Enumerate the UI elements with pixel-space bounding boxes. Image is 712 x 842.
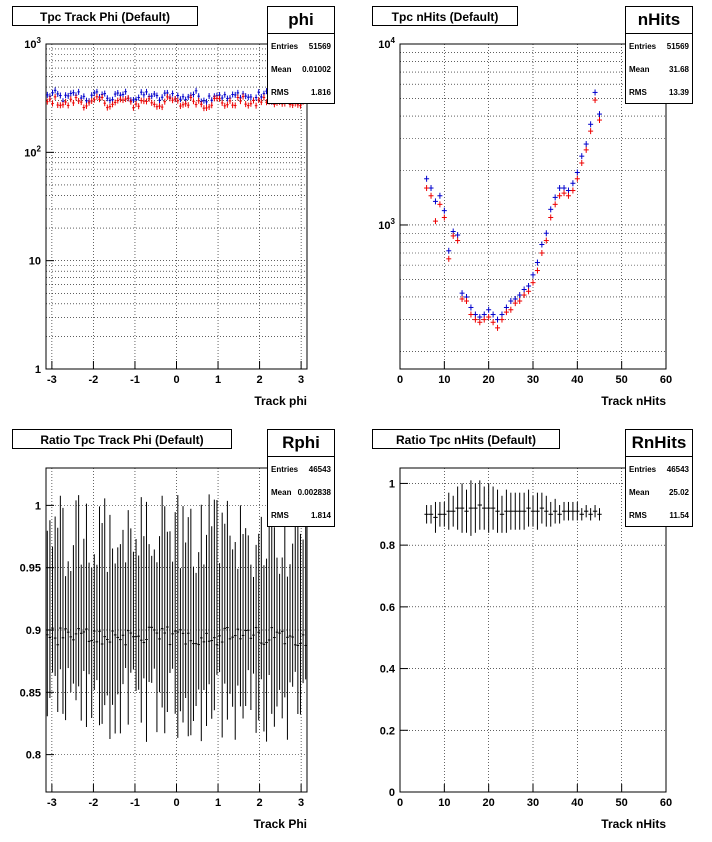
stats-hist-name: RnHits xyxy=(626,430,692,457)
x-tick-label: 40 xyxy=(571,797,584,809)
y-tick-label: 0.8 xyxy=(25,749,41,762)
y-tick-exponent: 3 xyxy=(390,216,395,226)
y-tick-exponent: 2 xyxy=(36,144,41,154)
stats-hist-name: nHits xyxy=(626,7,692,34)
stats-value: 31.68 xyxy=(668,65,689,74)
y-tick-label: 0 xyxy=(388,787,395,799)
stats-entries-row xyxy=(626,34,692,57)
y-tick-label xyxy=(24,144,41,159)
stats-box xyxy=(267,429,335,527)
x-tick-label: -2 xyxy=(88,797,99,809)
stats-label: RMS xyxy=(271,511,289,520)
stats-value: 25.02 xyxy=(668,488,689,497)
x-tick-label: -1 xyxy=(130,797,140,809)
stats-value: 0.01002 xyxy=(302,65,331,74)
stats-value: 46543 xyxy=(666,465,689,474)
x-tick-label: 0 xyxy=(173,797,180,809)
y-tick-base: 10 xyxy=(378,39,391,51)
x-tick-label: 2 xyxy=(256,797,263,809)
x-tick-label: 30 xyxy=(526,374,540,386)
x-tick-label: -1 xyxy=(130,374,140,386)
x-axis-label: Track phi xyxy=(254,394,307,408)
y-tick-label: 0.4 xyxy=(379,663,395,676)
x-tick-label: -3 xyxy=(46,797,57,809)
stats-mean-row xyxy=(626,480,692,503)
x-tick-label: -2 xyxy=(88,374,99,386)
y-tick-label: 0.85 xyxy=(19,687,41,700)
x-tick-label: 50 xyxy=(615,374,628,386)
stats-entries-row xyxy=(626,457,692,480)
stats-box xyxy=(625,429,693,527)
stats-value: 11.54 xyxy=(669,511,689,520)
stats-label: Entries xyxy=(629,465,657,474)
stats-label: RMS xyxy=(629,511,647,520)
y-tick-base: 10 xyxy=(24,39,37,51)
x-tick-label: 1 xyxy=(214,374,222,386)
x-tick-label: 40 xyxy=(571,374,584,386)
x-tick-label: 0 xyxy=(396,797,404,809)
y-tick-label: 0.2 xyxy=(379,725,395,738)
stats-label: Mean xyxy=(271,65,292,74)
stats-entries-row xyxy=(268,34,334,57)
y-tick-exponent: 3 xyxy=(36,36,41,45)
plot-area-3 xyxy=(20,468,307,831)
y-tick-label: 0.95 xyxy=(19,562,41,575)
stats-label: Mean xyxy=(629,65,650,74)
y-tick-label xyxy=(378,36,395,51)
x-tick-label: 10 xyxy=(438,374,451,386)
stats-label: Entries xyxy=(271,465,299,474)
y-tick-label: 0.8 xyxy=(379,540,395,553)
x-tick-label: 0 xyxy=(173,374,180,386)
y-tick-label xyxy=(24,36,41,51)
y-tick-label: 10 xyxy=(28,255,41,268)
stats-label: Entries xyxy=(271,42,299,51)
stats-rms-row xyxy=(268,503,334,526)
y-tick-label: 1 xyxy=(34,364,41,376)
x-tick-label: 2 xyxy=(256,374,263,386)
x-tick-label: 20 xyxy=(482,374,495,386)
panel-title: Tpc nHits (Default) xyxy=(372,6,518,26)
y-tick-base: 10 xyxy=(378,219,391,232)
y-tick-label: 1 xyxy=(34,500,41,513)
stats-value: 1.814 xyxy=(310,511,331,520)
stats-value: 51569 xyxy=(308,42,331,51)
panel-title: Ratio Tpc nHits (Default) xyxy=(372,429,560,449)
x-tick-label: 10 xyxy=(438,797,451,809)
stats-label: RMS xyxy=(271,88,289,97)
y-tick-exponent: 4 xyxy=(390,36,395,45)
panel-title: Tpc Track Phi (Default) xyxy=(12,6,198,26)
stats-box xyxy=(625,6,693,104)
stats-value: 0.002838 xyxy=(297,488,331,497)
y-tick-label: 0.6 xyxy=(379,601,395,614)
stats-label: RMS xyxy=(629,88,647,97)
stats-mean-row xyxy=(268,57,334,80)
stats-rms-row xyxy=(626,80,692,103)
x-tick-label: 1 xyxy=(214,797,222,809)
stats-rms-row xyxy=(626,503,692,526)
x-tick-label: 60 xyxy=(659,797,673,809)
y-tick-base: 10 xyxy=(24,147,37,160)
x-tick-label: 60 xyxy=(659,374,673,386)
x-tick-label: 3 xyxy=(298,374,305,386)
stats-hist-name: Rphi xyxy=(268,430,334,457)
x-axis-label: Track nHits xyxy=(601,394,666,408)
plot-area-1 xyxy=(24,36,307,408)
stats-hist-name: phi xyxy=(268,7,334,34)
stats-label: Entries xyxy=(629,42,657,51)
y-tick-label: 0.9 xyxy=(25,625,41,637)
stats-mean-row xyxy=(626,57,692,80)
stats-value: 1.816 xyxy=(310,88,331,97)
x-tick-label: 50 xyxy=(615,797,628,809)
x-tick-label: -3 xyxy=(46,374,57,386)
x-tick-label: 0 xyxy=(396,374,404,386)
stats-entries-row xyxy=(268,457,334,480)
stats-value: 13.39 xyxy=(668,88,689,97)
panel-title: Ratio Tpc Track Phi (Default) xyxy=(12,429,232,449)
x-tick-label: 3 xyxy=(298,797,305,809)
x-axis-label: Track Phi xyxy=(253,817,307,831)
y-tick-label: 1 xyxy=(388,478,395,491)
stats-label: Mean xyxy=(271,488,292,497)
x-axis-label: Track nHits xyxy=(601,817,666,831)
stats-label: Mean xyxy=(629,488,650,497)
stats-box xyxy=(267,6,335,104)
stats-mean-row xyxy=(268,480,334,503)
x-tick-label: 20 xyxy=(482,797,495,809)
stats-rms-row xyxy=(268,80,334,103)
x-tick-label: 30 xyxy=(526,797,540,809)
stats-value: 51569 xyxy=(666,42,689,51)
y-tick-label xyxy=(378,217,395,232)
stats-value: 46543 xyxy=(308,465,331,474)
